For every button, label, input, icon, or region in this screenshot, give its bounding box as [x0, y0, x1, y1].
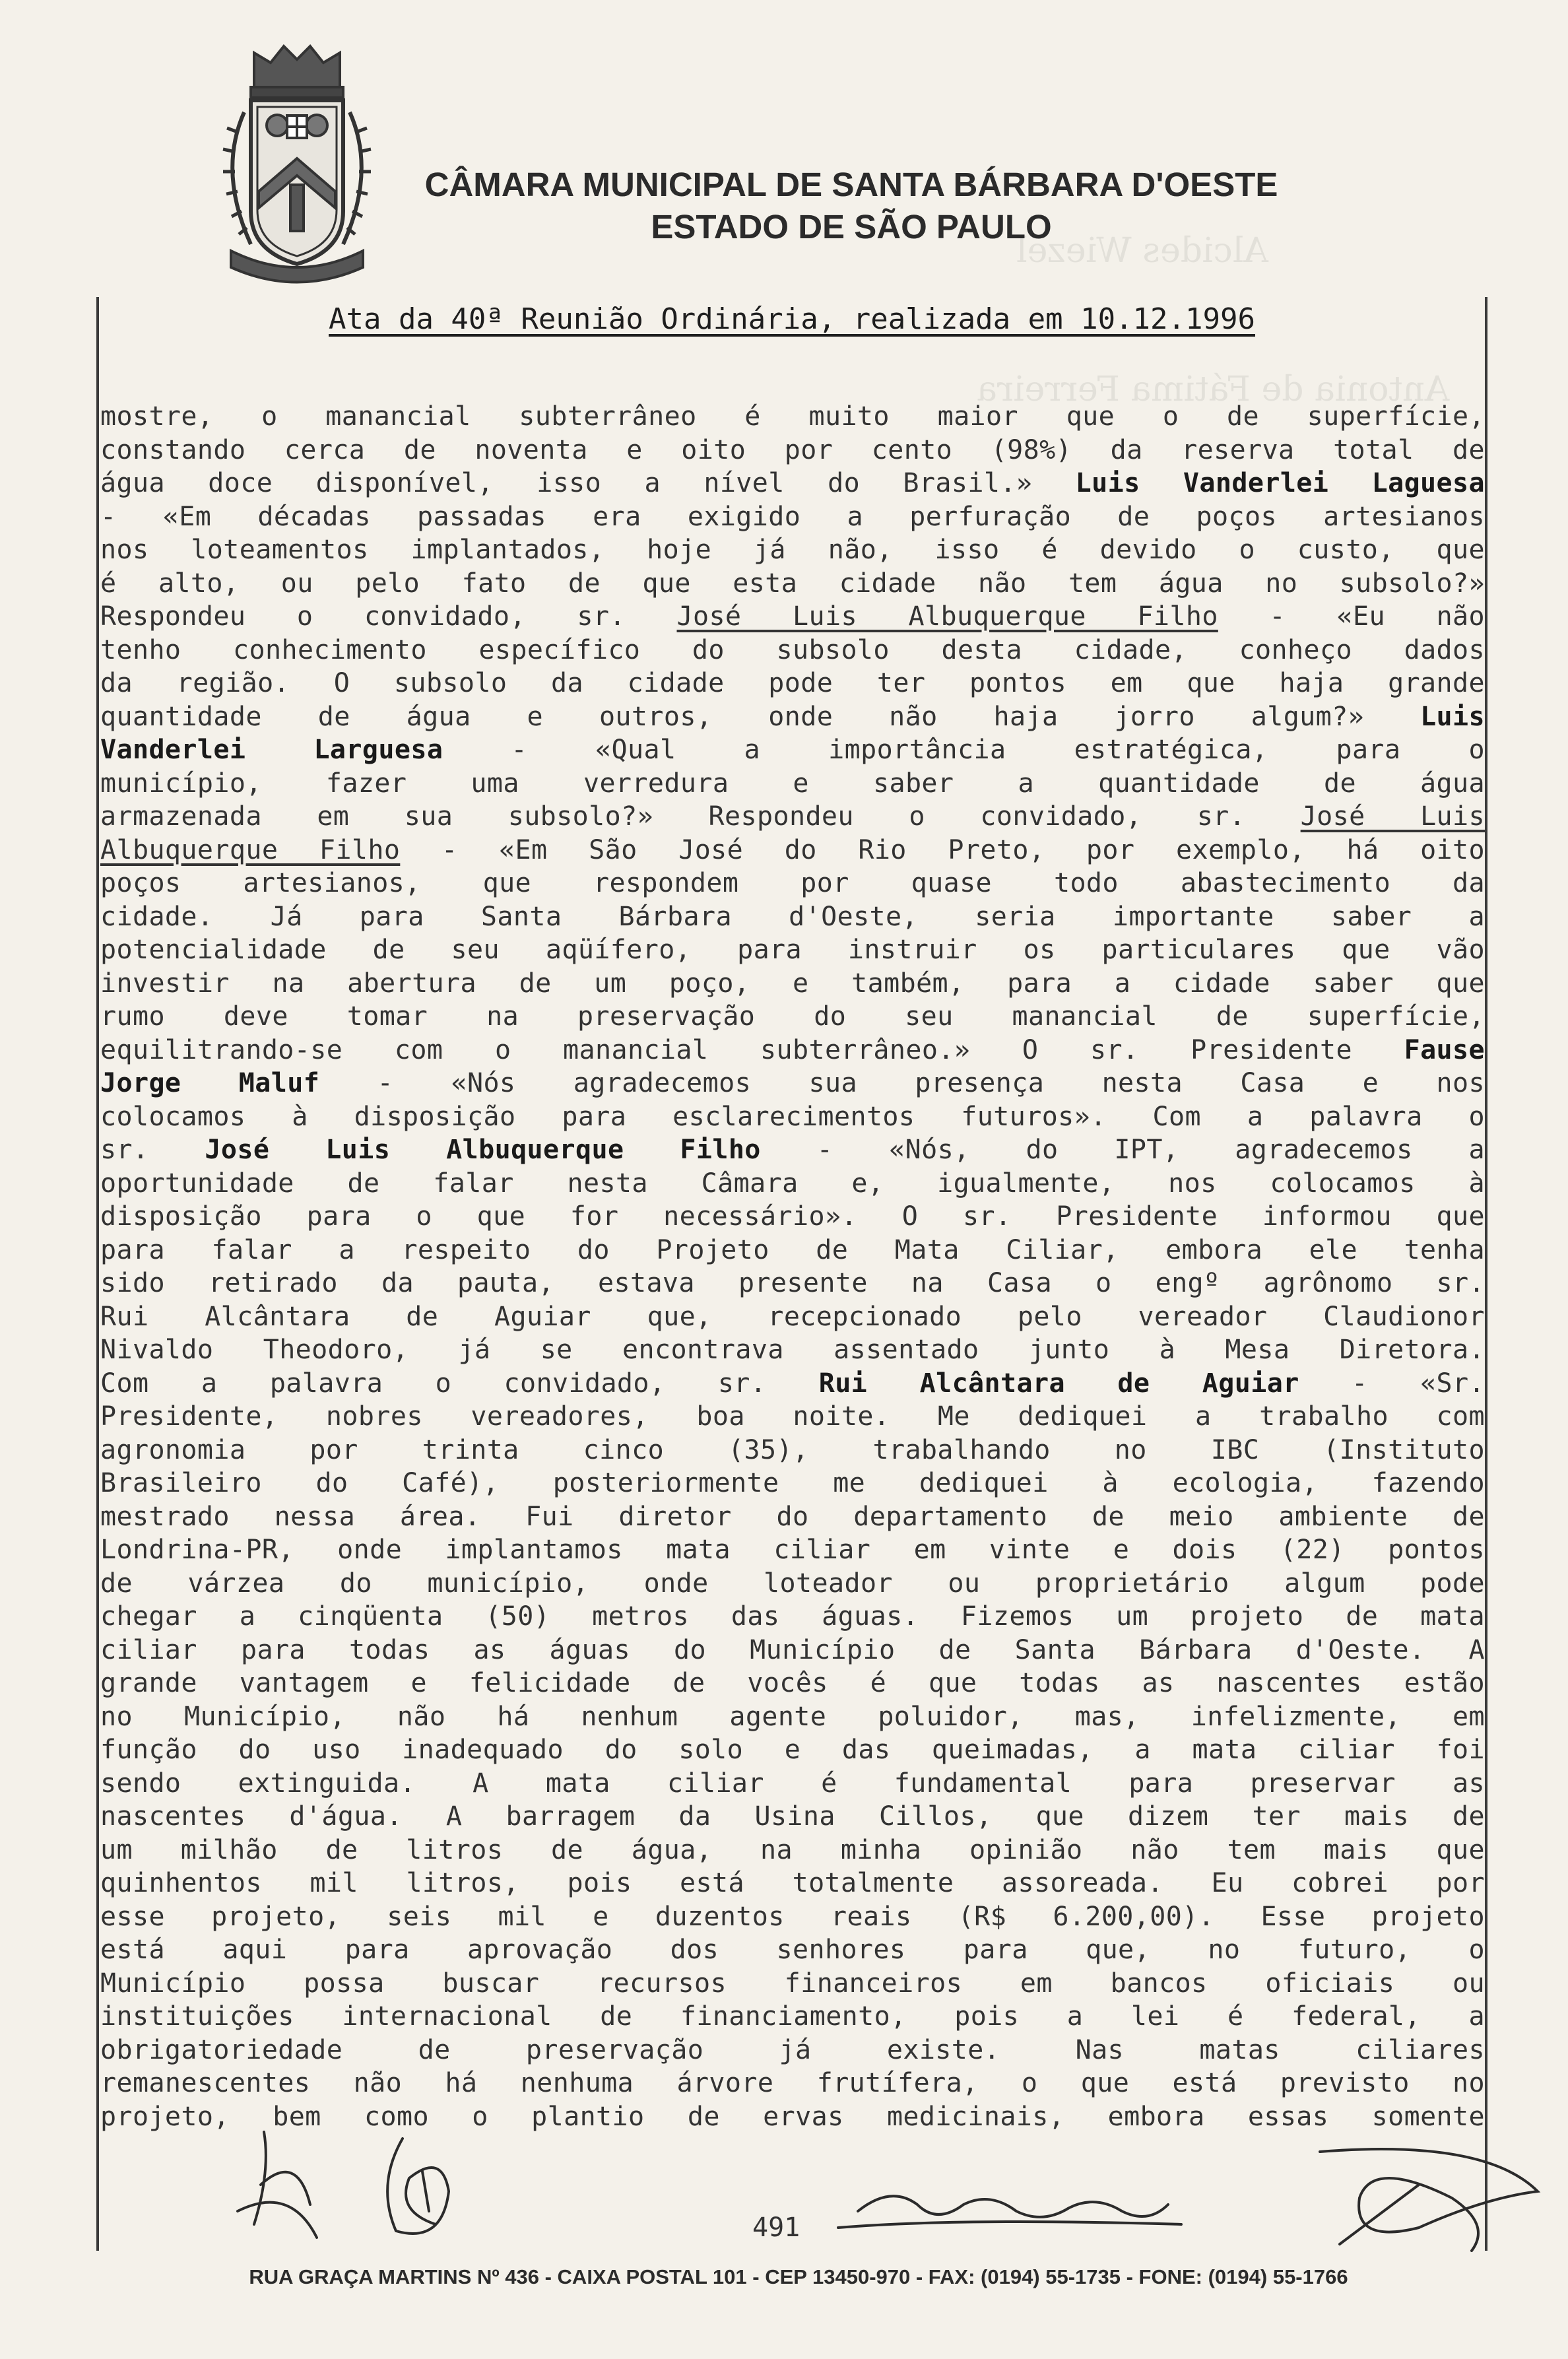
text-line: Município possa buscar recursos financeiros em bancos oficiais ou [100, 1968, 1485, 1999]
text-line: de várzea do município, onde loteador ou proprietário algum pode [100, 1568, 1485, 1599]
guest-name: José Luis Albuquerque Filho [676, 601, 1218, 632]
text-line: função do uso inadequado do solo e das queimadas, a mata ciliar foi [100, 1735, 1485, 1765]
text-line: remanescentes não há nenhuma árvore frutífera, o que está previsto no [100, 2068, 1485, 2098]
text-line: Albuquerque Filho - «Em São José do Rio Preto, por exemplo, há oito [100, 834, 1485, 865]
coat-of-arms-seal [198, 26, 396, 290]
text-line: da região. O subsolo da cidade pode ter pontos em que haja grande [100, 668, 1485, 698]
text-line: água doce disponível, isso a nível do Brasil.» Luis Vanderlei Laguesa [100, 468, 1485, 498]
text-line: para falar a respeito do Projeto de Mata Ciliar, embora ele tenha [100, 1234, 1485, 1265]
text-line: Nivaldo Theodoro, já se encontrava assentado junto à Mesa Diretora. [100, 1335, 1485, 1365]
text-line: disposição para o que for necessário». O sr. Presidente informou que [100, 1201, 1485, 1232]
text-line: nascentes d'água. A barragem da Usina Cillos, que dizem ter mais de [100, 1801, 1485, 1832]
bleed-through-mark: Antonia de Fátima Ferreira [977, 370, 1450, 409]
text-line: sendo extinguida. A mata ciliar é fundamental para preservar as [100, 1768, 1485, 1799]
text-line: um milhão de litros de água, na minha opinião não tem mais que [100, 1834, 1485, 1865]
text-line: Jorge Maluf - «Nós agradecemos sua presença nesta Casa e nos [100, 1068, 1485, 1098]
footer-address: RUA GRAÇA MARTINS Nº 436 - CAIXA POSTAL 101 - CEP 13450-970 - FAX: (0194) 55-1735 - FONE: (0194) 55-1766 [249, 2265, 1348, 2288]
text-line: sido retirado da pauta, estava presente na Casa o engº agrônomo sr. [100, 1268, 1485, 1298]
text-line: no Município, não há nenhum agente poluidor, mas, infelizmente, em [100, 1701, 1485, 1732]
text-line: Rui Alcântara de Aguiar que, recepcionado pelo vereador Claudionor [100, 1301, 1485, 1332]
text-line: equilitrando-se com o manancial subterrâneo.» O sr. Presidente Fause [100, 1034, 1485, 1065]
signatures [99, 2112, 1568, 2257]
text-line: constando cerca de noventa e oito por cento (98%) da reserva total de [100, 434, 1485, 465]
handwritten-signature-3 [838, 2196, 1181, 2228]
text-line: agronomia por trinta cinco (35), trabalhando no IBC (Instituto [100, 1434, 1485, 1465]
speaker-name: José Luis Albuquerque Filho [205, 1135, 761, 1165]
org-state: ESTADO DE SÃO PAULO [651, 208, 1052, 246]
speaker-name: Luis [1420, 701, 1485, 732]
text-line: grande vantagem e felicidade de vocês é que todas as nascentes estão [100, 1668, 1485, 1698]
text-line: Respondeu o convidado, sr. José Luis Albuquerque Filho - «Eu não [100, 601, 1485, 632]
text-line: nos loteamentos implantados, hoje já não, isso é devido o custo, que [100, 535, 1485, 565]
org-name: CÂMARA MUNICIPAL DE SANTA BÁRBARA D'OESTE [424, 166, 1278, 203]
text-line: mestrado nessa área. Fui diretor do departamento de meio ambiente de [100, 1501, 1485, 1532]
text-line: - «Em décadas passadas era exigido a perfuração de poços artesianos [100, 501, 1485, 532]
text-line: esse projeto, seis mil e duzentos reais (R$ 6.200,00). Esse projeto [100, 1901, 1485, 1932]
text-line: ciliar para todas as águas do Município de Santa Bárbara d'Oeste. A [100, 1634, 1485, 1665]
text-line: sr. José Luis Albuquerque Filho - «Nós, do IPT, agradecemos a [100, 1135, 1485, 1165]
initials-signature-2 [387, 2139, 449, 2234]
text-line: quinhentos mil litros, pois está totalmente assoreada. Eu cobrei por [100, 1868, 1485, 1898]
text-line: Londrina-PR, onde implantamos mata ciliar em vinte e dois (22) pontos [100, 1535, 1485, 1565]
initials-signature-1 [238, 2132, 317, 2238]
text-line: poços artesianos, que respondem por quase todo abastecimento da [100, 868, 1485, 898]
text-line: rumo deve tomar na preservação do seu manancial de superfície, [100, 1001, 1485, 1032]
text-line: Presidente, nobres vereadores, boa noite. Me dediquei a trabalho com [100, 1401, 1485, 1432]
text-line: Com a palavra o convidado, sr. Rui Alcântara de Aguiar - «Sr. [100, 1368, 1485, 1399]
text-line: município, fazer uma verredura e saber a quantidade de água [100, 768, 1485, 799]
text-line: mostre, o manancial subterrâneo é muito maior que o de superfície, [100, 401, 1485, 432]
guest-name: José Luis [1300, 801, 1485, 832]
text-line: quantidade de água e outros, onde não haja jorro algum?» Luis [100, 701, 1485, 732]
page-frame-left [96, 297, 99, 2251]
text-line: oportunidade de falar nesta Câmara e, igualmente, nos colocamos à [100, 1168, 1485, 1199]
text-line: Brasileiro do Café), posteriormente me dediquei à ecologia, fazendo [100, 1468, 1485, 1498]
text-line: potencialidade de seu aqüífero, para instruir os particulares que vão [100, 935, 1485, 965]
minutes-body [100, 400, 1485, 2133]
bleed-through-mark: Alcides Wiezel [1016, 231, 1268, 271]
speaker-name: Rui Alcântara de Aguiar [818, 1368, 1299, 1399]
text-line: armazenada em sua subsolo?» Respondeu o convidado, sr. José Luis [100, 801, 1485, 832]
speaker-name: Luis Vanderlei Laguesa [1075, 468, 1485, 498]
text-line: investir na abertura de um poço, e também, para a cidade saber que [100, 968, 1485, 999]
handwritten-signature-4 [1320, 2149, 1538, 2251]
text-line: Vanderlei Larguesa - «Qual a importância estratégica, para o [100, 735, 1485, 765]
text-line: colocamos à disposição para esclarecimentos futuros». Com a palavra o [100, 1101, 1485, 1132]
text-line: está aqui para aprovação dos senhores para que, no futuro, o [100, 1935, 1485, 1965]
text-line: chegar a cinqüenta (50) metros das águas. Fizemos um projeto de mata [100, 1601, 1485, 1632]
guest-name: Albuquerque Filho [100, 834, 401, 865]
speaker-name: Vanderlei Larguesa [100, 735, 443, 765]
speaker-name: Jorge Maluf [100, 1068, 320, 1098]
text-line: cidade. Já para Santa Bárbara d'Oeste, seria importante saber a [100, 901, 1485, 932]
page-frame-right [1485, 297, 1487, 2251]
text-line: obrigatoriedade de preservação já existe. Nas matas ciliares [100, 2034, 1485, 2065]
text-line: é alto, ou pelo fato de que esta cidade não tem água no subsolo?» [100, 568, 1485, 599]
page-number: 491 [752, 2212, 800, 2243]
document-title: Ata da 40ª Reunião Ordinária, realizada em 10.12.1996 [329, 302, 1255, 336]
speaker-name: Fause [1404, 1034, 1485, 1065]
text-line: instituições internacional de financiamento, pois a lei é federal, a [100, 2001, 1485, 2032]
text-line: tenho conhecimento específico do subsolo desta cidade, conheço dados [100, 634, 1485, 665]
text-line: projeto, bem como o plantio de ervas medicinais, embora essas somente [100, 2101, 1485, 2132]
